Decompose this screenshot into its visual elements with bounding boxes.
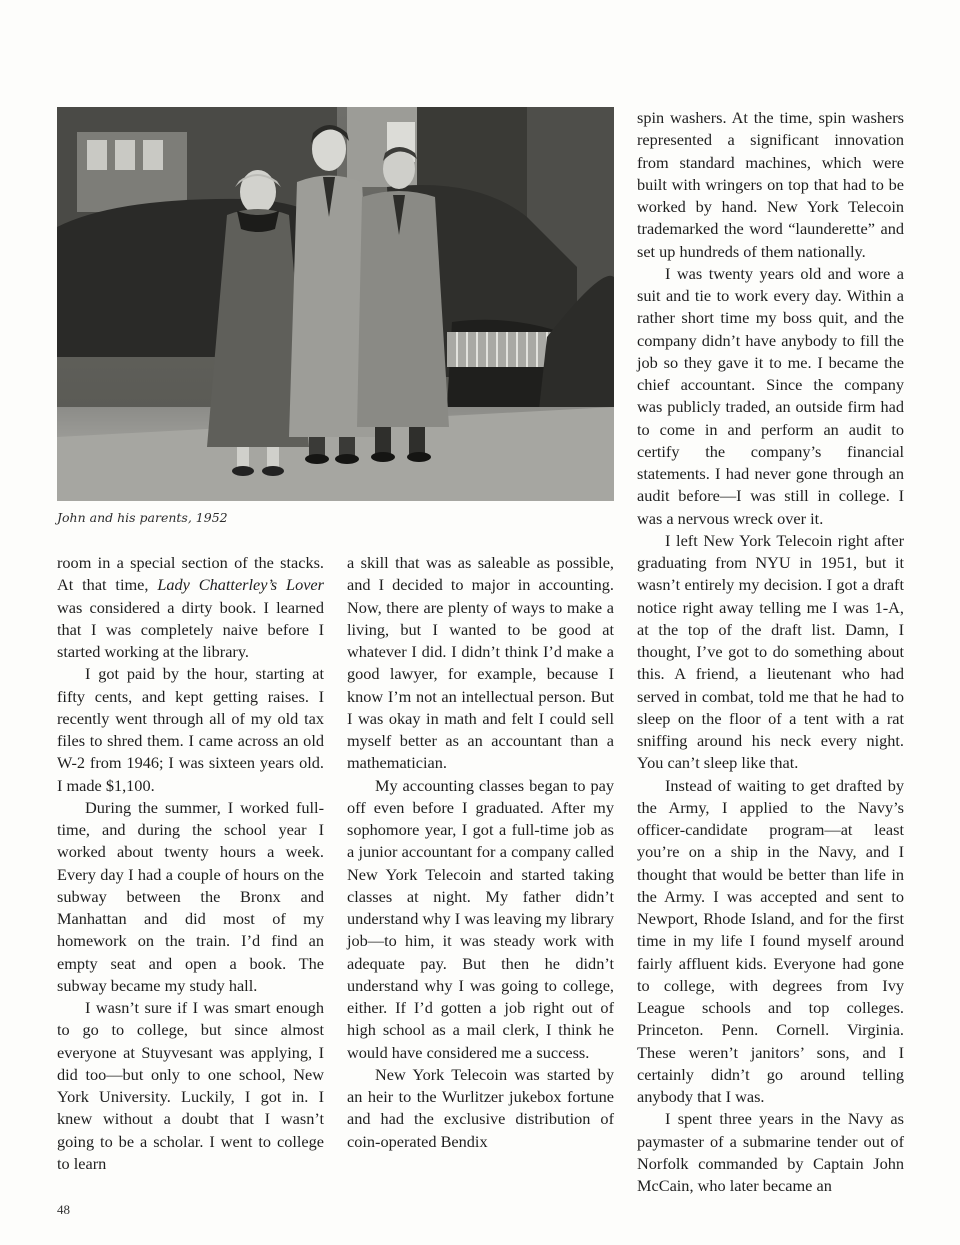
paragraph: I wasn’t sure if I was smart enough to go to college, but since almost everyone at Stuyvesant was applying, I did too—but only to one school, New York University. Luckily, I got in. I knew without a doubt that I wasn’t going to be a scholar. I went to college to learn xyxy=(57,998,324,1173)
paragraph: During the summer, I worked full-time, and during the school year I worked about twenty hours a week. Every day I had a couple of hours on the subway between the Bronx and Manhattan and did most of my homework on the train. I’d find an empty seat and open a book. The subway became my study hall. xyxy=(57,797,324,995)
book-title: Lady Chatterley’s Lover xyxy=(157,575,324,595)
paragraph: New York Telecoin was started by an heir to the Wurlitzer jukebox fortune and had the exclusive distribution of coin-operated Bendix xyxy=(347,1064,614,1151)
paragraph: I was twenty years old and wore a suit and tie to work every day. Within a rather short time my boss quit, and the company didn’t have anybody to fill the job so they gave it to me. I became the chief accountant. Since the company was publicly traded, an outside firm had to come in and perform an audit to certify the company’s financial statements. I had never gone through an audit before—I was still in college. I was a nervous wreck over it. xyxy=(637,263,904,528)
paragraph: I left New York Telecoin right after graduating from NYU in 1951, but it wasn’t entirely my decision. I got a draft notice right away telling me I was 1-A, at the top of the draft list. Damn, I thought, I’ve got to do something about this. A friend, a lieutenant who had served in combat, told me that he had to sleep on the floor of a tent with a rat sniffing around his neck every night. You can’t sleep like that. xyxy=(637,530,904,773)
paragraph: My accounting classes began to pay off even before I graduated. After my sophomore year, I got a full-time job as a junior accountant for a company called New York Telecoin and started taking classes at night. My father didn’t understand why I was leaving my library job—to him, it was steady work with adequate pay. But then he didn’t understand why I was going to college, either. If I’d gotten a job right out of high school as a mail clerk, I think he would have considered me a success. xyxy=(347,775,614,1062)
paragraph: I got paid by the hour, starting at fifty cents, and kept getting raises. I recently went through all of my old tax files to shred them. I came across an old W-2 from 1946; I was sixteen years old. I made $1,100. xyxy=(57,664,324,795)
paragraph: Instead of waiting to get drafted by the Army, I applied to the Navy’s officer-candidate program—at least you’re on a ship in the Navy, and I thought that would be better than life in the Army. I was accepted and sent to Newport, Rhode Island, and for the first time in my life I found myself around fairly affluent kids. Everyone had gone to college, with degrees from Ivy League schools and top colleges. Princeton. Penn. Cornell. Virginia. These weren’t janitors’ sons, and I certainly didn’t go around telling anybody that I was. xyxy=(637,775,904,1106)
caption-year: 1952 xyxy=(195,510,228,525)
paragraph: I spent three years in the Navy as paymaster of a submarine tender out of Norfolk commanded by Captain John McCain, who later became an xyxy=(637,1109,904,1195)
text-column-2 xyxy=(347,552,614,1153)
text-column-3 xyxy=(637,107,904,1197)
paragraph: a skill that was as saleable as possible, and I decided to major in accounting. Now, there are plenty of ways to make a living, but I wanted to be good at whatever I did. I didn’t think I’d make a good lawyer, for example, because I know I’m not an intellectual person. But I was okay in math and felt I could sell myself better as an accountant than a mathematician. xyxy=(347,553,614,773)
text-column-1 xyxy=(57,552,324,1175)
paragraph-text: was considered a dirty book. I learned that I was completely naive before I started working at the library. xyxy=(57,597,324,661)
photo-caption xyxy=(57,510,228,525)
page-number: 48 xyxy=(57,1202,70,1217)
paragraph-text: room in a special section of the stacks. At that time, xyxy=(57,553,324,595)
family-photo-illustration xyxy=(57,107,614,501)
caption-text: John and his parents, xyxy=(57,510,196,525)
family-photograph xyxy=(57,107,614,501)
paragraph xyxy=(57,552,324,663)
paragraph: spin washers. At the time, spin washers represented a significant innovation from standard machines, which were built with wringers on top that had to be worked by hand. New York Telecoin trademarked the word “launderette” and set up hundreds of them nationally. xyxy=(637,108,904,261)
